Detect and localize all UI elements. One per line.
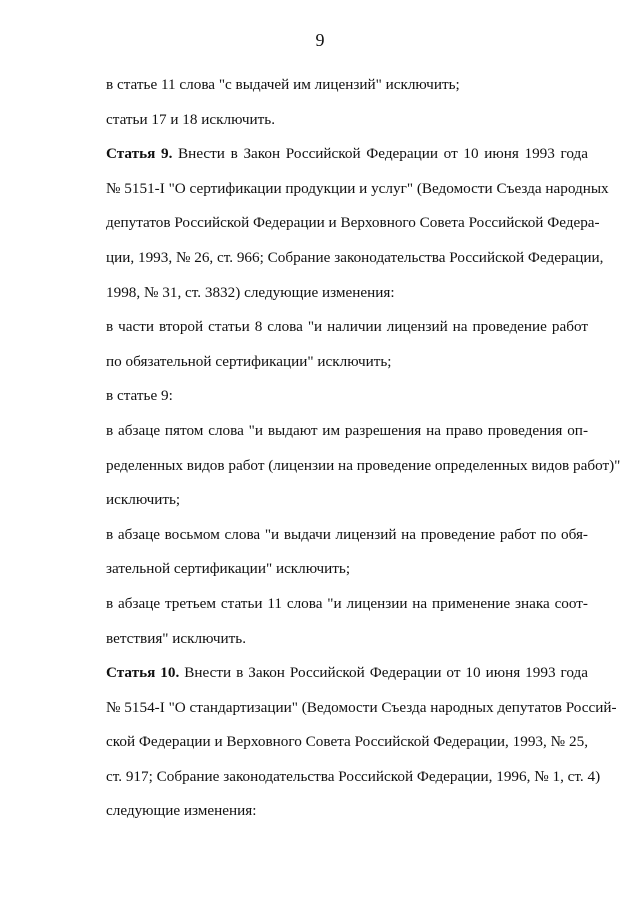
text-line: в части второй статьи 8 слова "и наличии лицензий на проведение работ <box>106 318 588 336</box>
text-line: исключить; <box>106 491 181 509</box>
text-run: Внести в Закон Российской Федерации от 10 июня 1993 года <box>179 664 588 682</box>
text-line: депутатов Российской Федерации и Верховного Совета Российской Федера- <box>106 214 600 232</box>
article-heading: Статья 10. <box>106 664 180 682</box>
paragraph-eighth-clause <box>68 518 588 587</box>
text-line: № 5151-I "О сертификации продукции и услуг" (Ведомости Съезда народных <box>106 179 609 197</box>
text-line: в абзаце восьмом слова "и выдачи лицензий на проведение работ по обя- <box>106 525 588 543</box>
text-line: ст. 917; Собрание законодательства Российской Федерации, 1996, № 1, ст. 4) <box>106 767 601 785</box>
text-run: Внести в Закон Российской Федерации от 10 июня 1993 года <box>172 145 588 163</box>
text-line: следующие изменения: <box>106 802 257 820</box>
text-line: в абзаце пятом слова "и выдают им разрешения на право проведения оп- <box>106 421 588 439</box>
text-line: зательной сертификации" исключить; <box>106 560 351 578</box>
text-line <box>68 656 588 691</box>
text-line: в статье 9: <box>106 387 173 405</box>
text-line: ской Федерации и Верховного Совета Российской Федерации, 1993, № 25, <box>106 733 588 751</box>
paragraph-article-8-part-2 <box>68 310 588 379</box>
text-line: по обязательной сертификации" исключить; <box>106 352 392 370</box>
text-line: ветствия" исключить. <box>106 629 247 647</box>
paragraph-fifth-clause <box>68 414 621 518</box>
text-line: ределенных видов работ (лицензии на проведение определенных видов работ)" <box>106 456 621 474</box>
paragraph-article-11-clause-3 <box>68 587 588 656</box>
paragraph-article-10 <box>68 656 617 829</box>
text-line: № 5154-I "О стандартизации" (Ведомости Съезда народных депутатов Россий- <box>106 698 617 716</box>
document-body <box>68 68 621 829</box>
text-line: статьи 17 и 18 исключить. <box>106 110 276 128</box>
text-line: в статье 11 слова "с выдачей им лицензий" исключить; <box>106 76 460 93</box>
paragraph-article-11-amendment <box>68 68 588 103</box>
paragraph-in-article-9 <box>68 379 588 414</box>
paragraph-article-9 <box>68 137 609 310</box>
text-line: 1998, № 31, ст. 3832) следующие изменения: <box>106 283 395 301</box>
page-number: 9 <box>315 30 325 50</box>
text-line <box>68 137 588 172</box>
text-line: в абзаце третьем статьи 11 слова "и лицензии на применение знака соот- <box>106 594 588 612</box>
article-heading: Статья 9. <box>106 145 173 163</box>
text-line: ции, 1993, № 26, ст. 966; Собрание законодательства Российской Федерации, <box>106 248 604 266</box>
paragraph-articles-17-18 <box>68 103 588 138</box>
